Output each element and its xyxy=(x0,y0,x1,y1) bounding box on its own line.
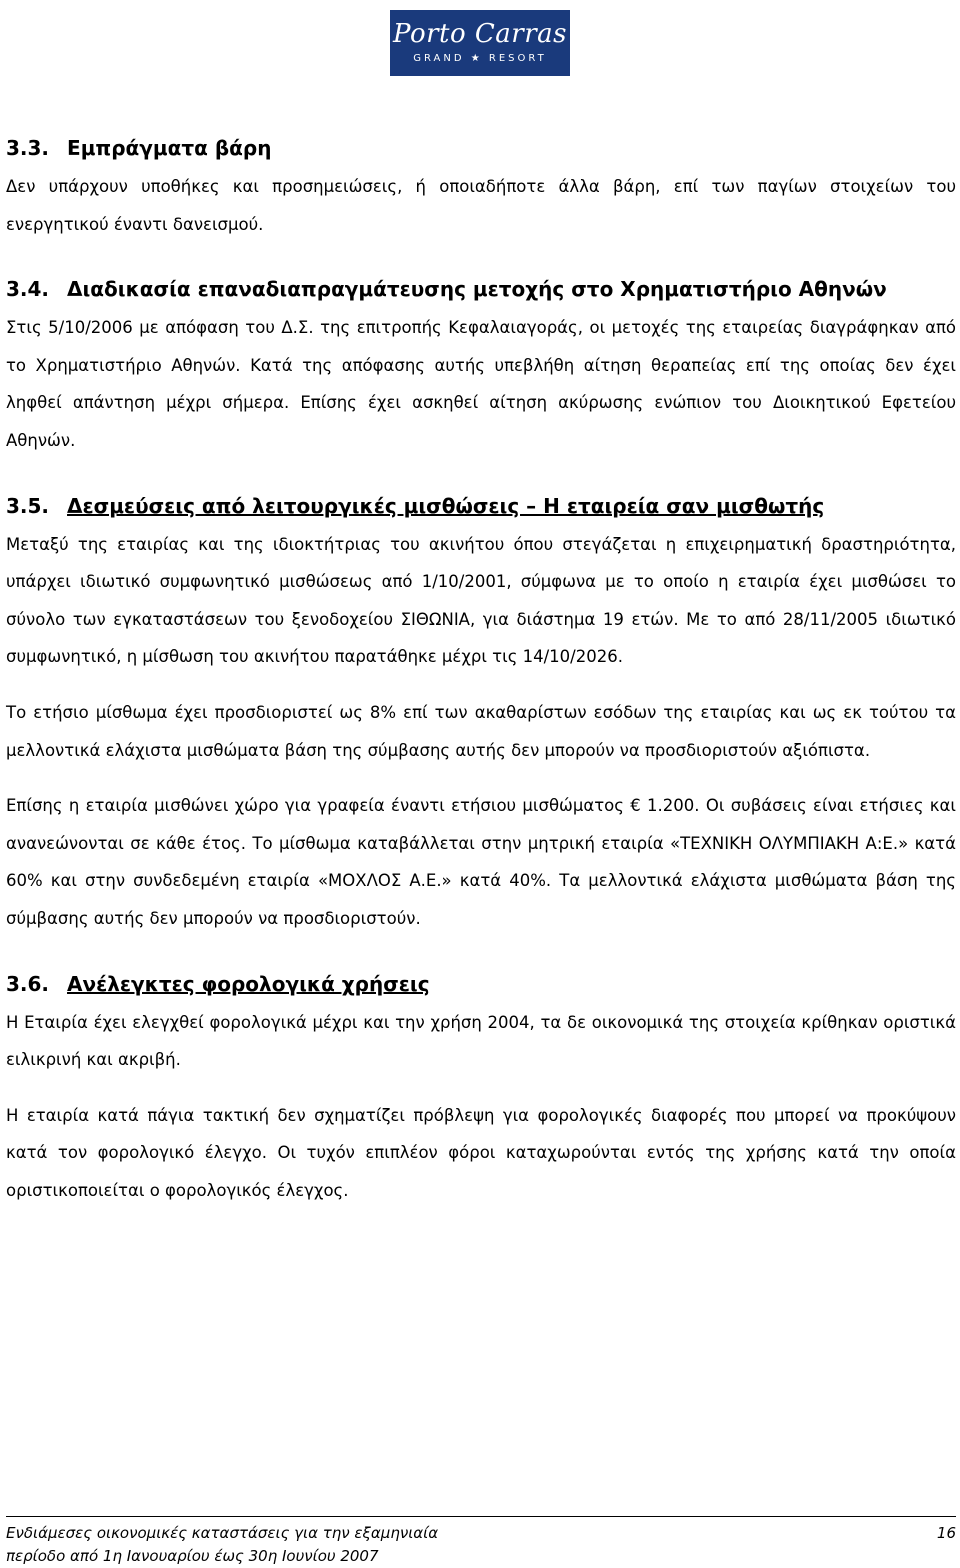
section-title: Διαδικασία επαναδιαπραγμάτευσης μετοχής στο Χρηματιστήριο Αθηνών xyxy=(67,277,887,302)
section-number: 3.3. xyxy=(6,136,50,160)
footer-period: περίοδο από 1η Ιανουαρίου έως 30η Ιουνίου 2007 xyxy=(6,1547,379,1565)
paragraph: Το ετήσιο μίσθωμα έχει προσδιοριστεί ως 8% επί των ακαθαρίστων εσόδων της εταιρίας και ως εκ τούτου τα μελλοντικά ελάχιστα μισθώματα βάση της σύμβασης αυτής δεν μπορούν να προσδιοριστούν αξιόπιστα. xyxy=(6,702,956,760)
paragraph: Μεταξύ της εταιρίας και της ιδιοκτήτριας του ακινήτου όπου στεγάζεται η επιχειρηματική δραστηριότητα, υπάρχει ιδιωτικό συμφωνητικό μισθώσεως από 1/10/2001, σύμφωνα με το οποίο η εταιρία έχει μισθώσει το σύνολο των εγκαταστάσεων του ξενοδοχείου ΣΙΘΩΝΙΑ, για διάστημα 19 ετών. Με το από 28/11/2005 ιδιωτικό συμφωνητικό, η μίσθωση του ακινήτου παρατάθηκε μέχρι τις 14/10/2026. xyxy=(6,534,956,667)
page-number: 16 xyxy=(936,1524,956,1542)
paragraph: Επίσης η εταιρία μισθώνει χώρο για γραφεία έναντι ετήσιου μισθώματος € 1.200. Οι συβάσεις είναι ετήσιες και ανανεώνονται σε κάθε έτος. Το μίσθωμα καταβάλλεται στην μητρική εταιρία «ΤΕΧΝΙΚΗ ΟΛΥΜΠΙΑΚΗ Α:Ε.» κατά 60% και στην συνδεδεμένη εταιρία «ΜΟΧΛΟΣ Α.Ε.» κατά 40%. Τα μελλοντικά ελάχιστα μισθώματα βάση της σύμβασης αυτής δεν μπορούν να προσδιοριστούν. xyxy=(6,796,956,928)
section-heading-3-4 xyxy=(6,269,956,309)
logo-brand: Porto Carras xyxy=(393,19,567,49)
paragraph: Η εταιρία κατά πάγια τακτική δεν σχηματίζει πρόβλεψη για φορολογικές διαφορές που μπορεί να προκύψουν κατά τον φορολογικό έλεγχο. Οι τυχόν επιπλέον φόροι καταχωρούνται εντός της χρήσης κατά την οποία οριστικοποιείται ο φορολογικός έλεγχος. xyxy=(6,1105,956,1200)
section-heading-3-6 xyxy=(6,964,956,1004)
section-number: 3.5. xyxy=(6,493,50,518)
paragraph: Στις 5/10/2006 με απόφαση του Δ.Σ. της επιτροπής Κεφαλαιαγοράς, οι μετοχές της εταιρείας διαγράφηκαν από το Χρηματιστήριο Αθηνών. Κατά της απόφασης αυτής υπεβλήθη αίτηση θεραπείας επί της οποίας δεν έχει ληφθεί απάντηση μέχρι σήμερα. Επίσης έχει ασκηθεί αίτηση ακύρωσης ενώπιον του Διοικητικού Εφετείου Αθηνών. xyxy=(6,318,956,450)
section-title: Δεσμεύσεις από λειτουργικές μισθώσεις – Η εταιρεία σαν μισθωτής xyxy=(67,493,825,518)
section-title: Ανέλεγκτες φορολογικά χρήσεις xyxy=(67,971,430,996)
footer-title: Ενδιάμεσες οικονομικές καταστάσεις για την εξαμηνιαία xyxy=(6,1524,439,1542)
page-footer xyxy=(6,1516,956,1568)
section-title: Εμπράγματα βάρη xyxy=(67,136,272,160)
section-heading-3-5 xyxy=(6,486,956,526)
section-number: 3.4. xyxy=(6,277,50,302)
document-body xyxy=(6,128,956,1209)
section-heading-3-3 xyxy=(6,128,956,168)
logo-subtitle: GRAND ★ RESORT xyxy=(413,53,547,64)
porto-carras-logo xyxy=(390,10,570,76)
paragraph: Δεν υπάρχουν υποθήκες και προσημειώσεις, ή οποιαδήποτε άλλα βάρη, επί των παγίων στοιχείων του ενεργητικού έναντι δανεισμού. xyxy=(6,177,956,234)
section-number: 3.6. xyxy=(6,971,50,996)
paragraph: Η Εταιρία έχει ελεγχθεί φορολογικά μέχρι και την χρήση 2004, τα δε οικονομικά της στοιχεία κρίθηκαν οριστικά ειλικρινή και ακριβή. xyxy=(6,1012,956,1070)
